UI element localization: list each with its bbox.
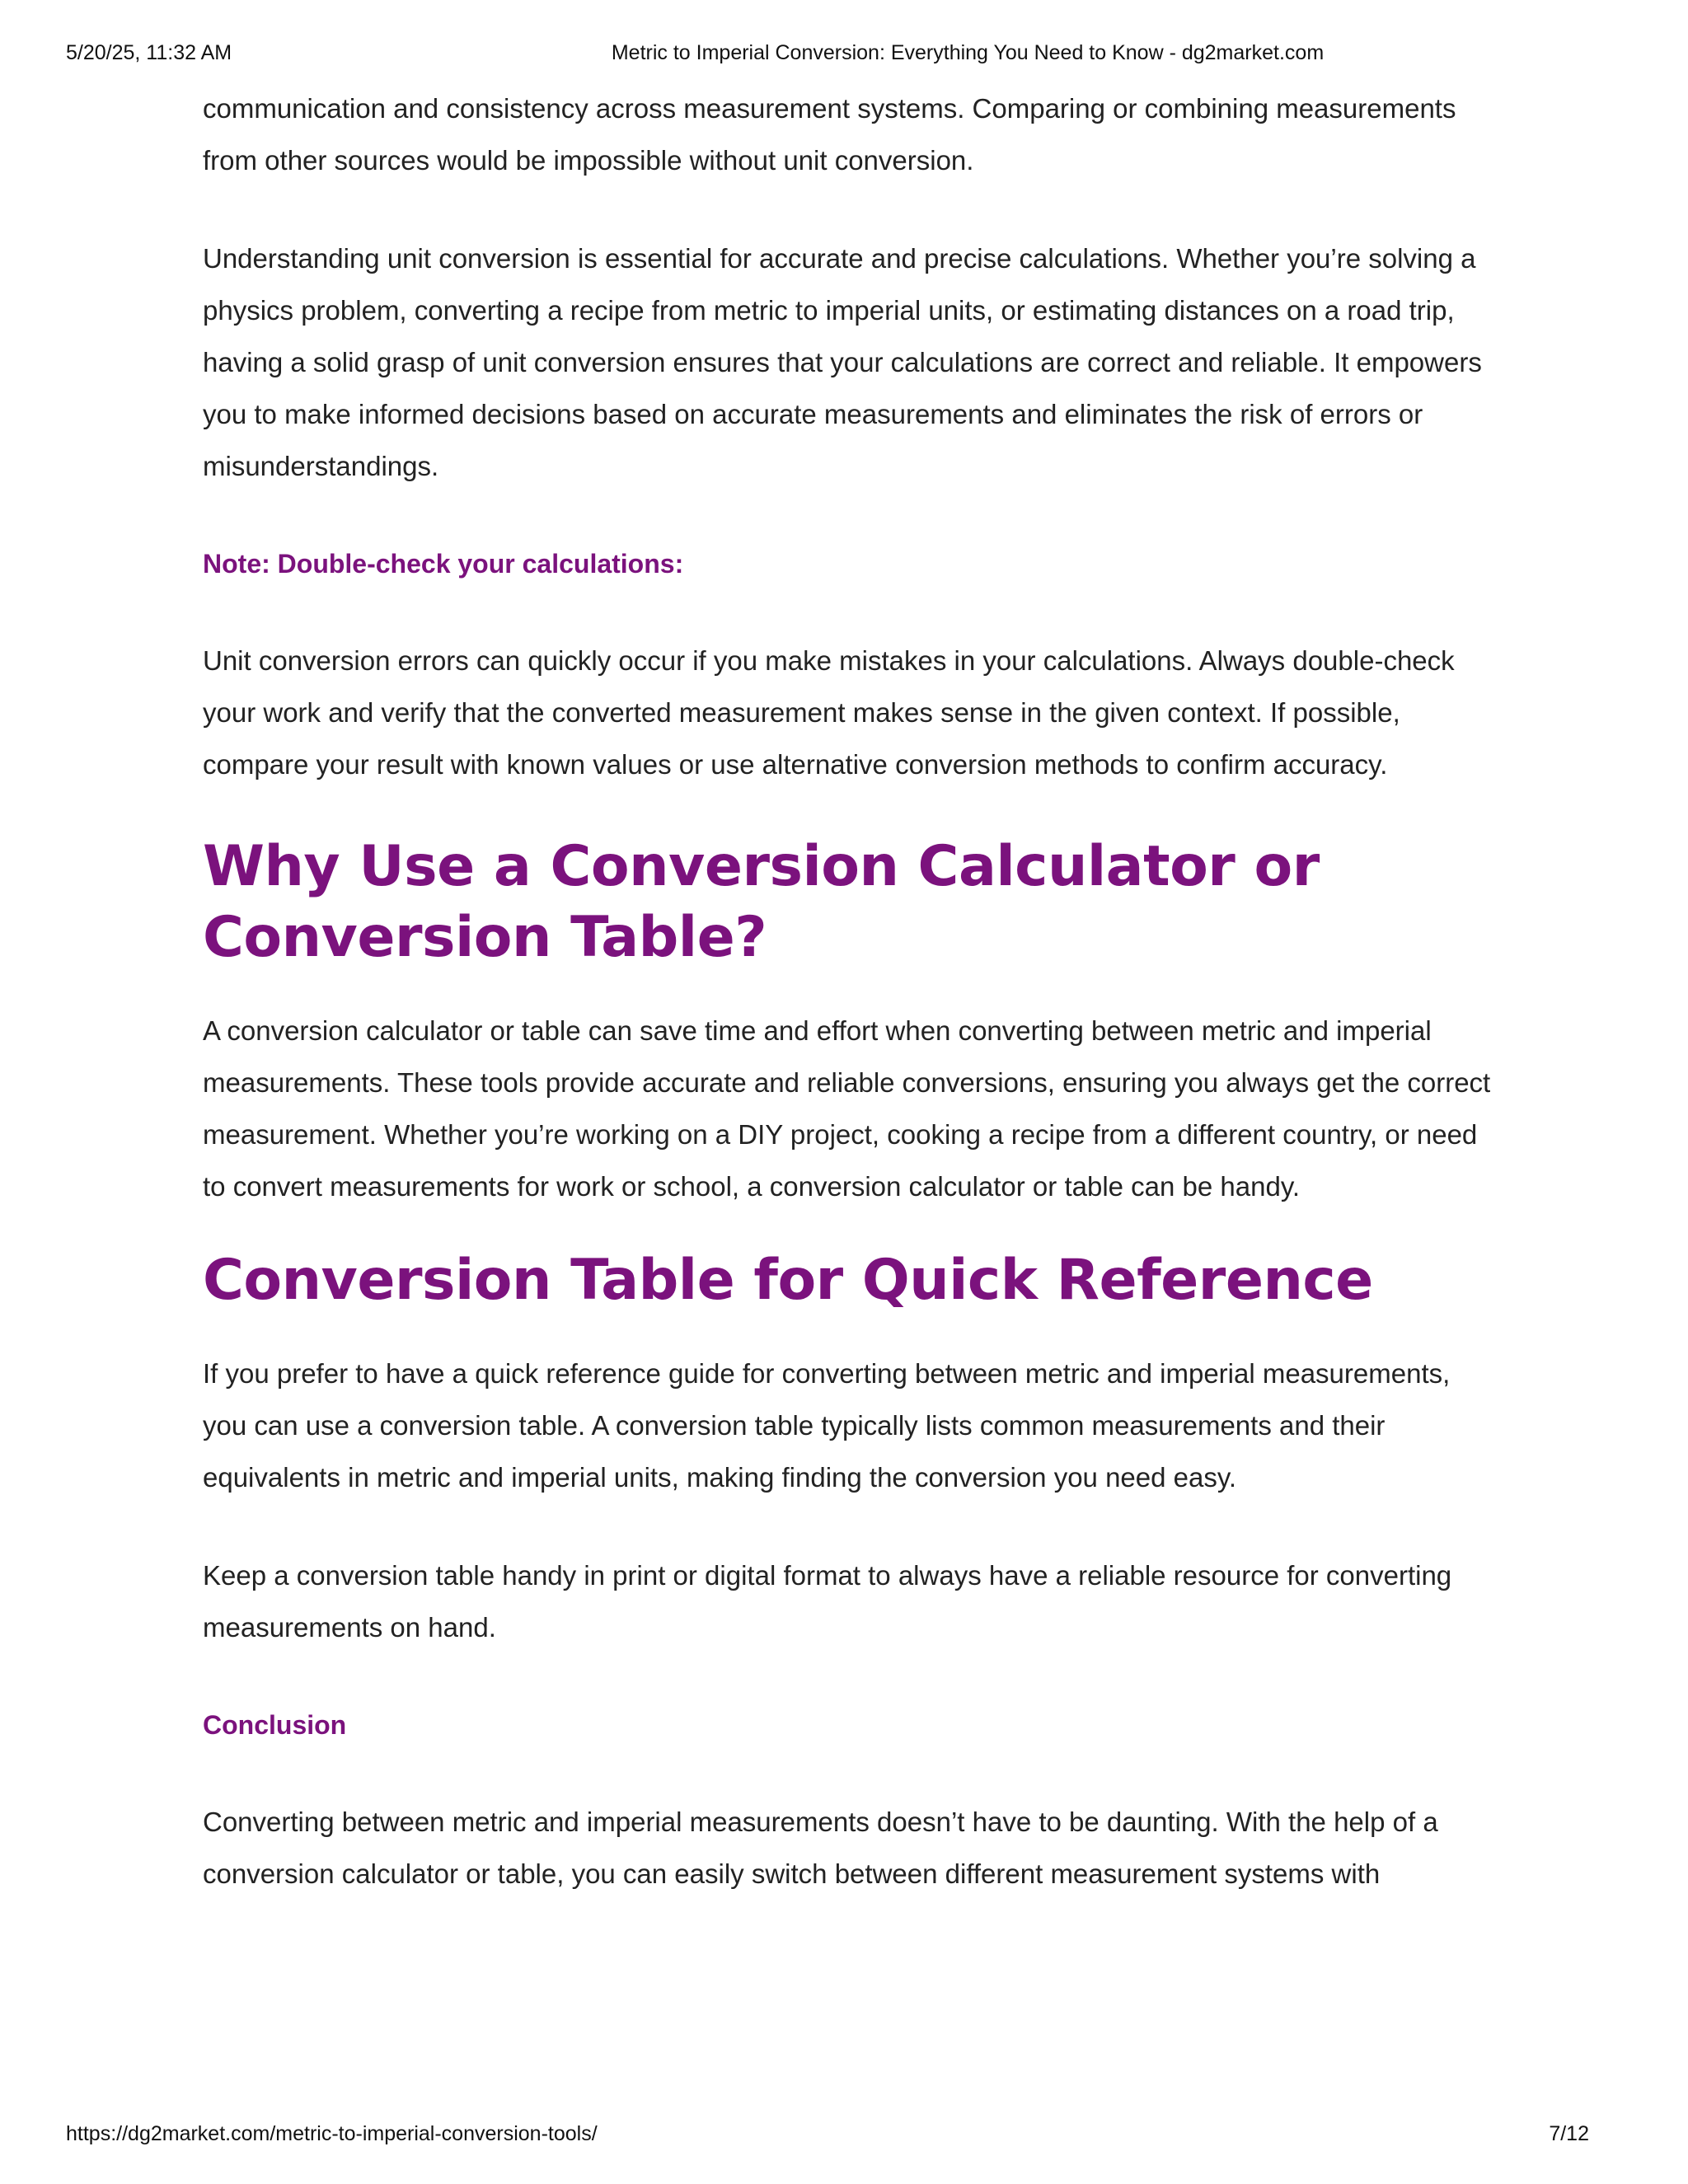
paragraph-table-2: Keep a conversion table handy in print or digital format to always have a reliable resource for converting measurements on hand. [203,1560,1452,1643]
article-content [203,82,1497,1900]
paragraph-conclusion: Converting between metric and imperial measurements doesn’t have to be daunting. With the help of a conversion calculator or table, you can easily switch between different measurement systems with [203,1807,1438,1889]
note-heading: Note: Double-check your calculations: [203,549,684,579]
paragraph-intro-tail: communication and consistency across measurement systems. Comparing or combining measurements from other sources would be impossible without unit conversion. [203,93,1456,176]
paragraph-table-1: If you prefer to have a quick reference guide for converting between metric and imperial measurements, you can use a conversion table. A conversion table typically lists common measurements and their equivalents in metric and imperial units, making finding the conversion you need easy. [203,1358,1451,1493]
conclusion-heading: Conclusion [203,1710,347,1740]
print-url: https://dg2market.com/metric-to-imperial-conversion-tools/ [66,2122,598,2145]
paragraph-why: A conversion calculator or table can save time and effort when converting between metric and imperial measurements. These tools provide accurate and reliable conversions, ensuring you always get the correct measurement. Whether you’re working on a DIY project, cooking a recipe from a different country, or need to convert measurements for work or school, a conversion calculator or table can be handy. [203,1015,1491,1202]
print-page-number: 7/12 [1549,2122,1589,2145]
paragraph-understanding: Understanding unit conversion is essential for accurate and precise calculations. Whether you’re solving a physics problem, converting a recipe from metric to imperial units, or estimating distances on a road trip, having a solid grasp of unit conversion ensures that your calculations are correct and reliable. It empowers you to make informed decisions based on accurate measurements and eliminates the risk of errors or misunderstandings. [203,243,1482,481]
heading-why-use-calculator: Why Use a Conversion Calculator or Conversion Table? [203,834,1320,970]
print-footer [66,2122,1622,2150]
print-header [66,41,1622,69]
print-datetime: 5/20/25, 11:32 AM [66,41,232,64]
print-page-title: Metric to Imperial Conversion: Everything You Need to Know - dg2market.com [611,41,1325,64]
heading-conversion-table: Conversion Table for Quick Reference [203,1248,1373,1313]
paragraph-note: Unit conversion errors can quickly occur if you make mistakes in your calculations. Always double-check your work and verify that the converted measurement makes sense in the given context. If possible, compare your result with known values or use alternative conversion methods to confirm accuracy. [203,645,1455,780]
